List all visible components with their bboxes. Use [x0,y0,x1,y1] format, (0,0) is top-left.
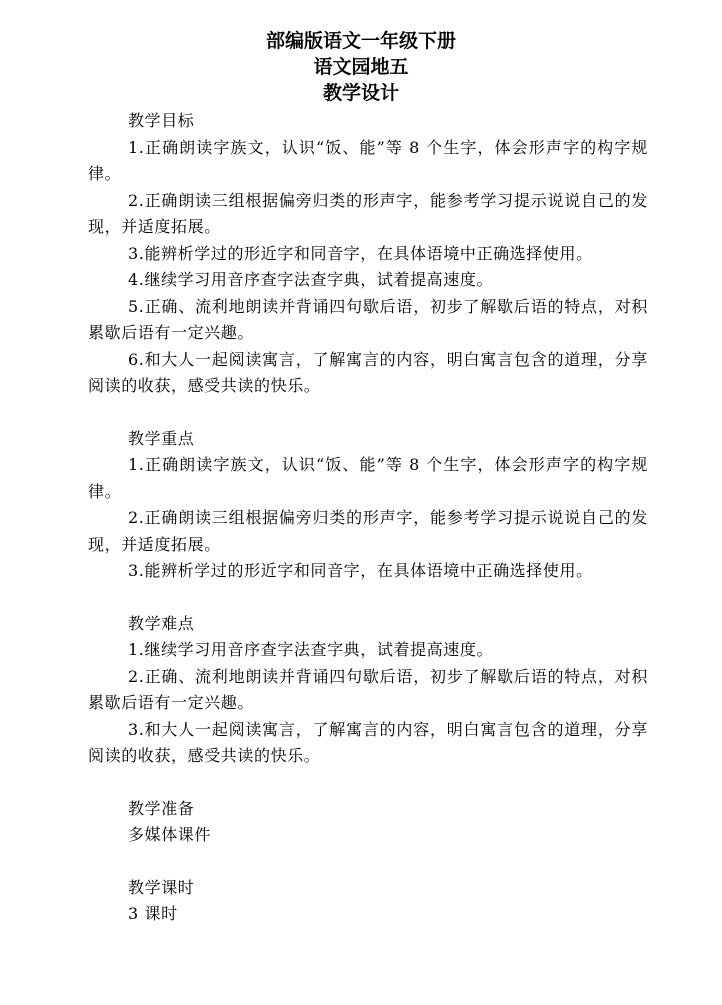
difficulty-item: 1.继续学习用音序查字法查字典，试着提高速度。 [128,640,494,659]
title-line-unit: 语文园地五 [313,56,409,78]
key-point-item: 1.正确朗读字族文，认识“饭、能”等 8 个生字，体会形声字的构字规律。 [88,455,648,501]
preparation-heading: 教学准备 [128,798,195,818]
preparation-content: 多媒体课件 [128,825,212,844]
key-points-heading: 教学重点 [128,428,195,448]
document-title [0,28,722,106]
duration-content: 3 课时 [128,904,178,923]
objective-item: 2.正确朗读三组根据偏旁归类的形声字，能参考学习提示说说自己的发现，并适度拓展。 [88,190,648,236]
key-point-item: 3.能辨析学过的形近字和同音字，在具体语境中正确选择使用。 [128,561,593,580]
objective-item: 6.和大人一起阅读寓言，了解寓言的内容，明白寓言包含的道理，分享阅读的收获，感受共读的快乐。 [88,349,648,395]
difficulty-item: 3.和大人一起阅读寓言，了解寓言的内容，明白寓言包含的道理，分享阅读的收获，感受共读的快乐。 [88,719,648,765]
section-preparation [88,796,648,849]
section-objectives [88,108,648,400]
objective-item: 4.继续学习用音序查字法查字典，试着提高速度。 [128,270,494,289]
section-duration [88,875,648,928]
objective-item: 1.正确朗读字族文，认识“饭、能”等 8 个生字，体会形声字的构字规律。 [88,137,648,183]
key-point-item: 2.正确朗读三组根据偏旁归类的形声字，能参考学习提示说说自己的发现，并适度拓展。 [88,508,648,554]
difficulty-item: 2.正确、流利地朗读并背诵四句歇后语，初步了解歇后语的特点，对积累歇后语有一定兴趣。 [88,666,648,712]
objectives-heading: 教学目标 [128,111,195,130]
document-body [88,108,648,928]
difficulties-heading: 教学难点 [128,613,195,633]
objective-item: 3.能辨析学过的形近字和同音字，在具体语境中正确选择使用。 [128,243,593,263]
objective-item: 5.正确、流利地朗读并背诵四句歇后语，初步了解歇后语的特点，对积累歇后语有一定兴趣。 [88,296,648,342]
title-line-textbook: 部编版语文一年级下册 [265,30,456,52]
section-key-points [88,426,648,585]
duration-heading: 教学课时 [128,877,195,897]
section-difficulties [88,611,648,770]
title-line-design: 教学设计 [322,82,399,104]
